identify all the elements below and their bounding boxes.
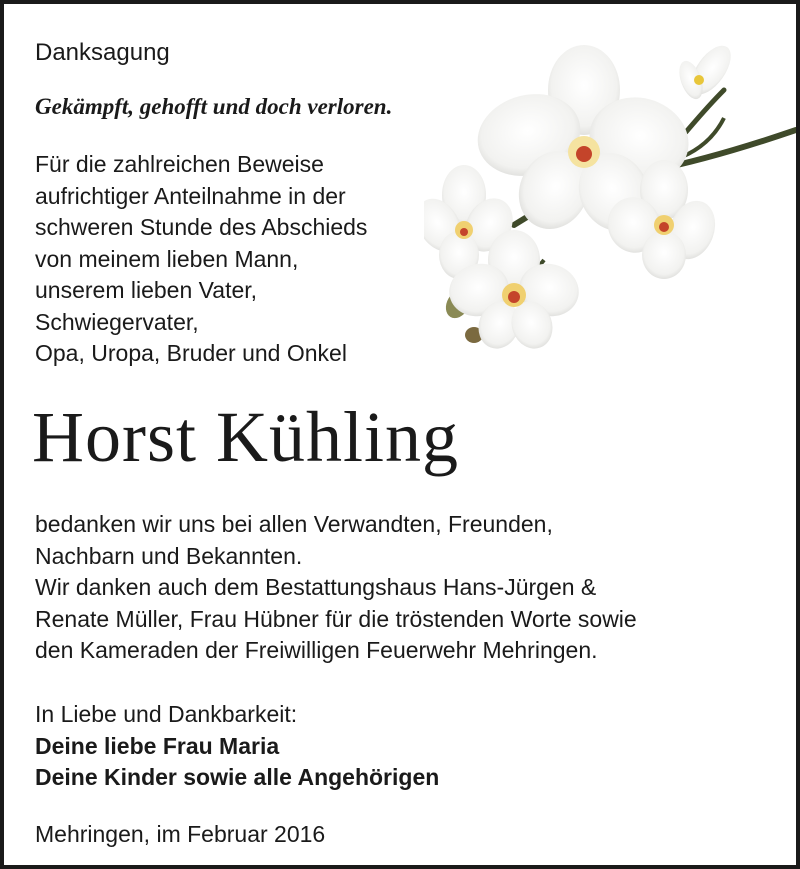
signatory: Deine liebe Frau Maria [35,732,280,759]
intro-line: Schwiegervater, [35,308,199,335]
deceased-name: Horst Kühling [32,397,459,477]
closing-intro: In Liebe und Dankbarkeit: [35,701,298,727]
intro-line: schweren Stunde des Abschieds [35,214,368,240]
closing-block [35,699,439,794]
place-date: Mehringen, im Februar 2016 [35,821,326,847]
thanks-line: Nachbarn und Bekannten. [35,542,303,569]
thanks-line: den Kameraden der Freiwilligen Feuerwehr Mehringen. [35,637,598,663]
intro-line: unserem lieben Vater, [35,277,258,303]
intro-line: Für die zahlreichen Beweise [35,151,324,177]
thanks-line: Renate Müller, Frau Hübner für die tröstenden Worte sowie [35,605,637,632]
intro-line: Opa, Uropa, Bruder und Onkel [35,340,347,366]
orchid-icon [424,30,800,360]
thanks-text [35,509,637,667]
intro-line: aufrichtiger Anteilnahme in der [35,182,346,209]
intro-text [35,149,367,370]
signatory: Deine Kinder sowie alle Angehörigen [35,764,440,790]
intro-line: von meinem lieben Mann, [35,245,299,272]
thanks-line: Wir danken auch dem Bestattungshaus Hans-Jürgen & [35,574,597,600]
notice-header: Danksagung [35,39,170,66]
thanks-line: bedanken wir uns bei allen Verwandten, Freunden, [35,511,553,537]
motto: Gekämpft, gehofft und doch verloren. [35,94,393,119]
